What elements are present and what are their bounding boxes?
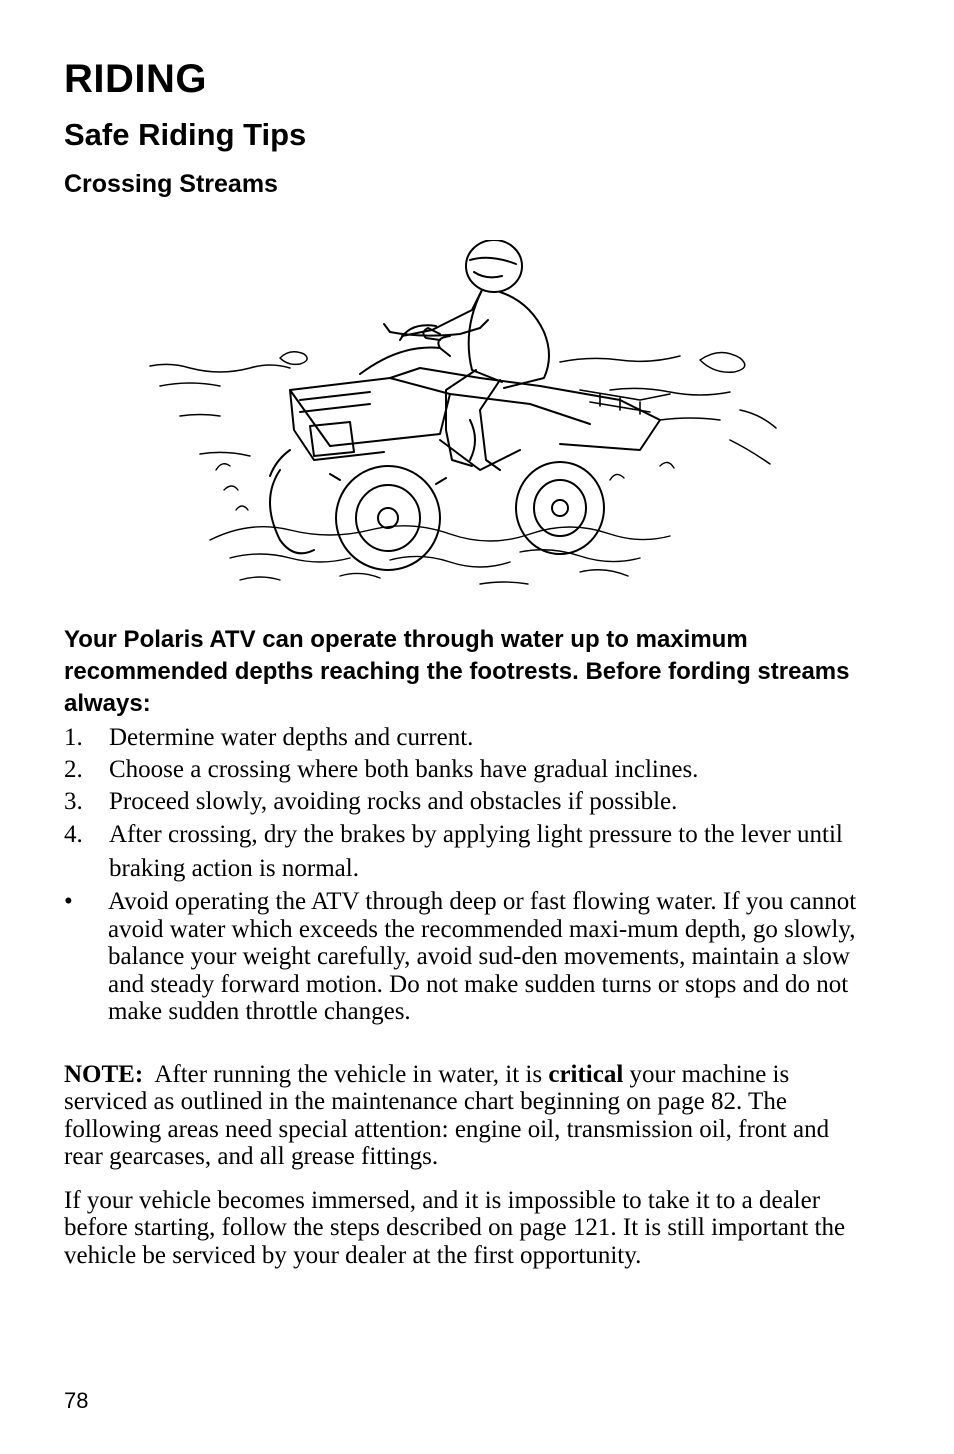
step-text: Proceed slowly, avoiding rocks and obstacles if possible. [109, 788, 678, 815]
list-item [64, 786, 894, 818]
note-emphasis: critical [548, 1061, 624, 1088]
step-text: After crossing, dry the brakes by applying light pressure to the lever until braking action is normal. [109, 821, 843, 882]
list-item [64, 754, 894, 786]
atv-body [290, 336, 660, 470]
step-number: 4. [64, 821, 83, 848]
section-title: RIDING [64, 57, 207, 101]
bullet-symbol: • [64, 888, 73, 915]
steps-list [64, 722, 894, 886]
step-text: Determine water depths and current. [109, 724, 474, 751]
step-text: Choose a crossing where both banks have gradual inclines. [109, 756, 699, 783]
atv-stream-crossing-illustration [140, 240, 800, 600]
left-front-wheel [270, 450, 314, 553]
step-number: 3. [64, 788, 83, 815]
warning-bullet [64, 888, 864, 1026]
rear-wheel [516, 462, 604, 554]
step-number: 1. [64, 724, 83, 751]
note-label: NOTE: [64, 1061, 144, 1088]
note-paragraph [64, 1061, 874, 1170]
step-number: 2. [64, 756, 83, 783]
note-text-before: After running the vehicle in water, it is [154, 1061, 543, 1088]
list-item [64, 722, 894, 754]
topic-title: Crossing Streams [64, 170, 278, 198]
intro-text: Your Polaris ATV can operate through water up to maximum recommended depths reaching the footrests. Before fording streams always: [64, 626, 850, 717]
subsection-title: Safe Riding Tips [64, 117, 307, 152]
page-number: 78 [64, 1388, 89, 1413]
handlebars [384, 320, 488, 340]
front-wheel [330, 466, 446, 570]
bullet-text: Avoid operating the ATV through deep or fast flowing water. If you cannot avoid water which exceeds the recommended maxi-mum depth, go slowly, balance your weight carefully, avoid sud-den movements, maintain a slow and steady forward motion. Do not make sudden turns or stops and do not make sudden throttle changes. [108, 888, 857, 1026]
immersion-paragraph: If your vehicle becomes immersed, and it is impossible to take it to a dealer before starting, follow the steps described on page 121. It is still important the vehicle be serviced by your dealer at the first opportunity. [64, 1187, 846, 1269]
note-text-after: your machine is serviced as outlined in the maintenance chart beginning on page 82. The following areas need special attention: engine oil, transmission oil, front and rear gearcases, and all grease fittings. [64, 1061, 830, 1170]
list-item [64, 818, 894, 886]
terrain-lines [150, 352, 776, 464]
